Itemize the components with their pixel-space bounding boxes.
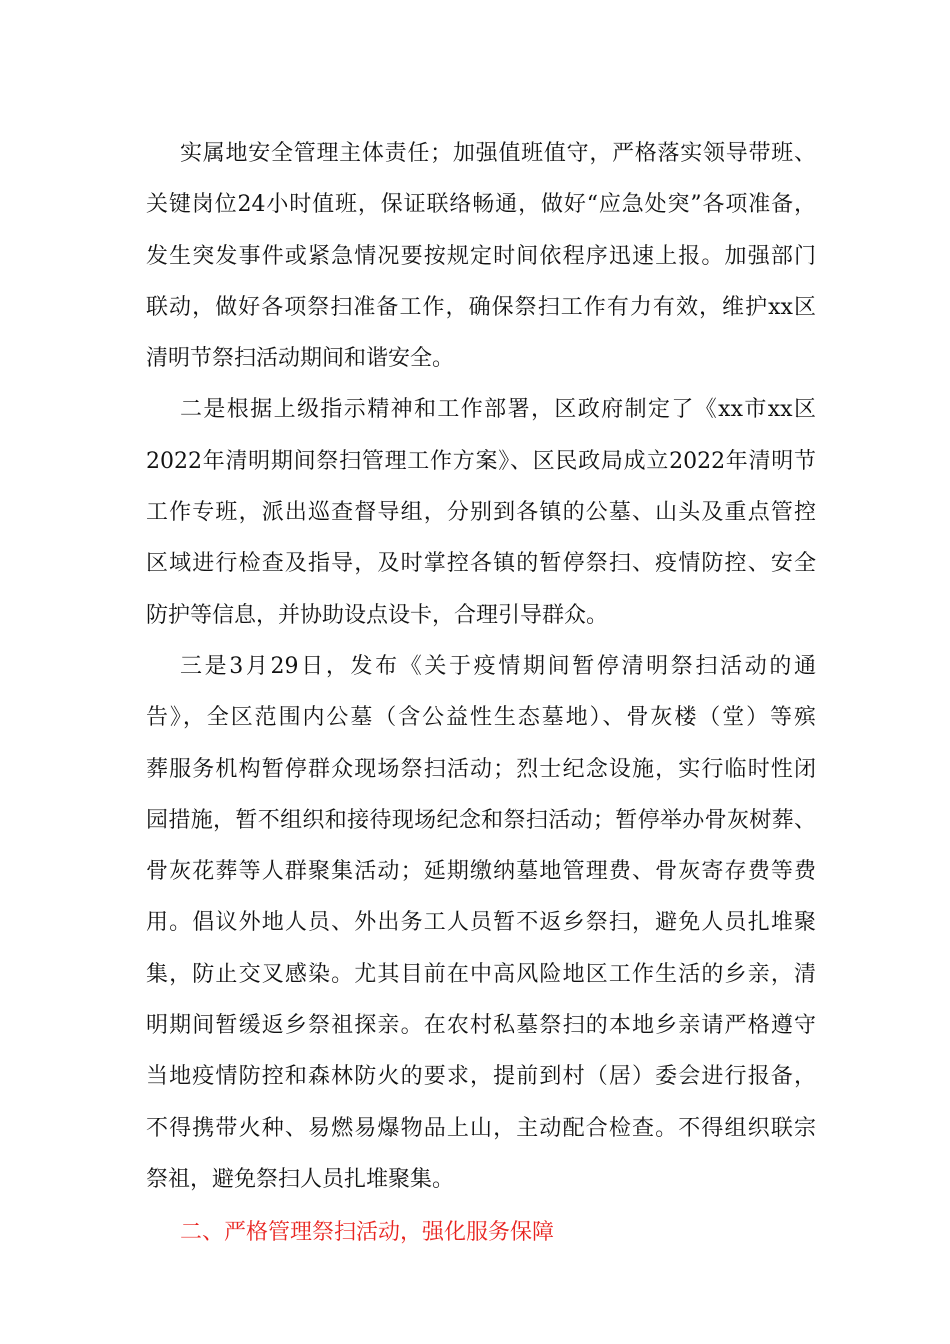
paragraph-line: 骨灰花葬等人群聚集活动；延期缴纳墓地管理费、骨灰寄存费等费 [146, 859, 816, 885]
paragraph-line: 用。倡议外地人员、外出务工人员暂不返乡祭扫，避免人员扎堆聚 [146, 910, 816, 936]
paragraph-line: 联动，做好各项祭扫准备工作，确保祭扫工作有力有效，维护xx区 [146, 294, 816, 320]
paragraph-line: 三是3月29日，发布《关于疫情期间暂停清明祭扫活动的通 [180, 653, 816, 679]
paragraph-line: 当地疫情防控和森林防火的要求，提前到村（居）委会进行报备， [146, 1064, 816, 1090]
paragraph-line: 明期间暂缓返乡祭祖探亲。在农村私墓祭扫的本地乡亲请严格遵守 [146, 1013, 816, 1039]
paragraph-line: 关键岗位24小时值班，保证联络畅通，做好“应急处突”各项准备， [146, 192, 816, 218]
paragraph-line: 发生突发事件或紧急情况要按规定时间依程序迅速上报。加强部门 [146, 243, 816, 269]
paragraph-line: 二是根据上级指示精神和工作部署，区政府制定了《xx市xx区 [180, 397, 816, 423]
section-heading: 二、严格管理祭扫活动，强化服务保障 [180, 1220, 555, 1246]
paragraph-line: 工作专班，派出巡查督导组，分别到各镇的公墓、山头及重点管控 [146, 500, 816, 526]
paragraph-1 [146, 128, 816, 384]
paragraph-line: 集，防止交叉感染。尤其目前在中高风险地区工作生活的乡亲，清 [146, 961, 816, 987]
paragraph-3 [146, 641, 816, 1205]
paragraph-line: 园措施，暂不组织和接待现场纪念和祭扫活动；暂停举办骨灰树葬、 [146, 807, 816, 833]
paragraph-line: 告》，全区范围内公墓（含公益性生态墓地）、骨灰楼（堂）等殡 [146, 705, 816, 731]
paragraph-line: 葬服务机构暂停群众现场祭扫活动；烈士纪念设施，实行临时性闭 [146, 756, 816, 782]
document-body [146, 128, 816, 1259]
paragraph-line: 清明节祭扫活动期间和谐安全。 [146, 346, 455, 372]
paragraph-line: 实属地安全管理主体责任；加强值班值守，严格落实领导带班、 [180, 141, 816, 166]
paragraph-line: 防护等信息，并协助设点设卡，合理引导群众。 [146, 602, 609, 628]
paragraph-line: 区域进行检查及指导，及时掌控各镇的暂停祭扫、疫情防控、安全 [146, 551, 816, 577]
paragraph-2 [146, 384, 816, 640]
paragraph-line: 不得携带火种、易燃易爆物品上山，主动配合检查。不得组织联宗 [146, 1115, 816, 1141]
paragraph-line: 祭祖，避免祭扫人员扎堆聚集。 [146, 1166, 455, 1192]
paragraph-line: 2022年清明期间祭扫管理工作方案》、区民政局成立2022年清明节 [146, 448, 816, 474]
